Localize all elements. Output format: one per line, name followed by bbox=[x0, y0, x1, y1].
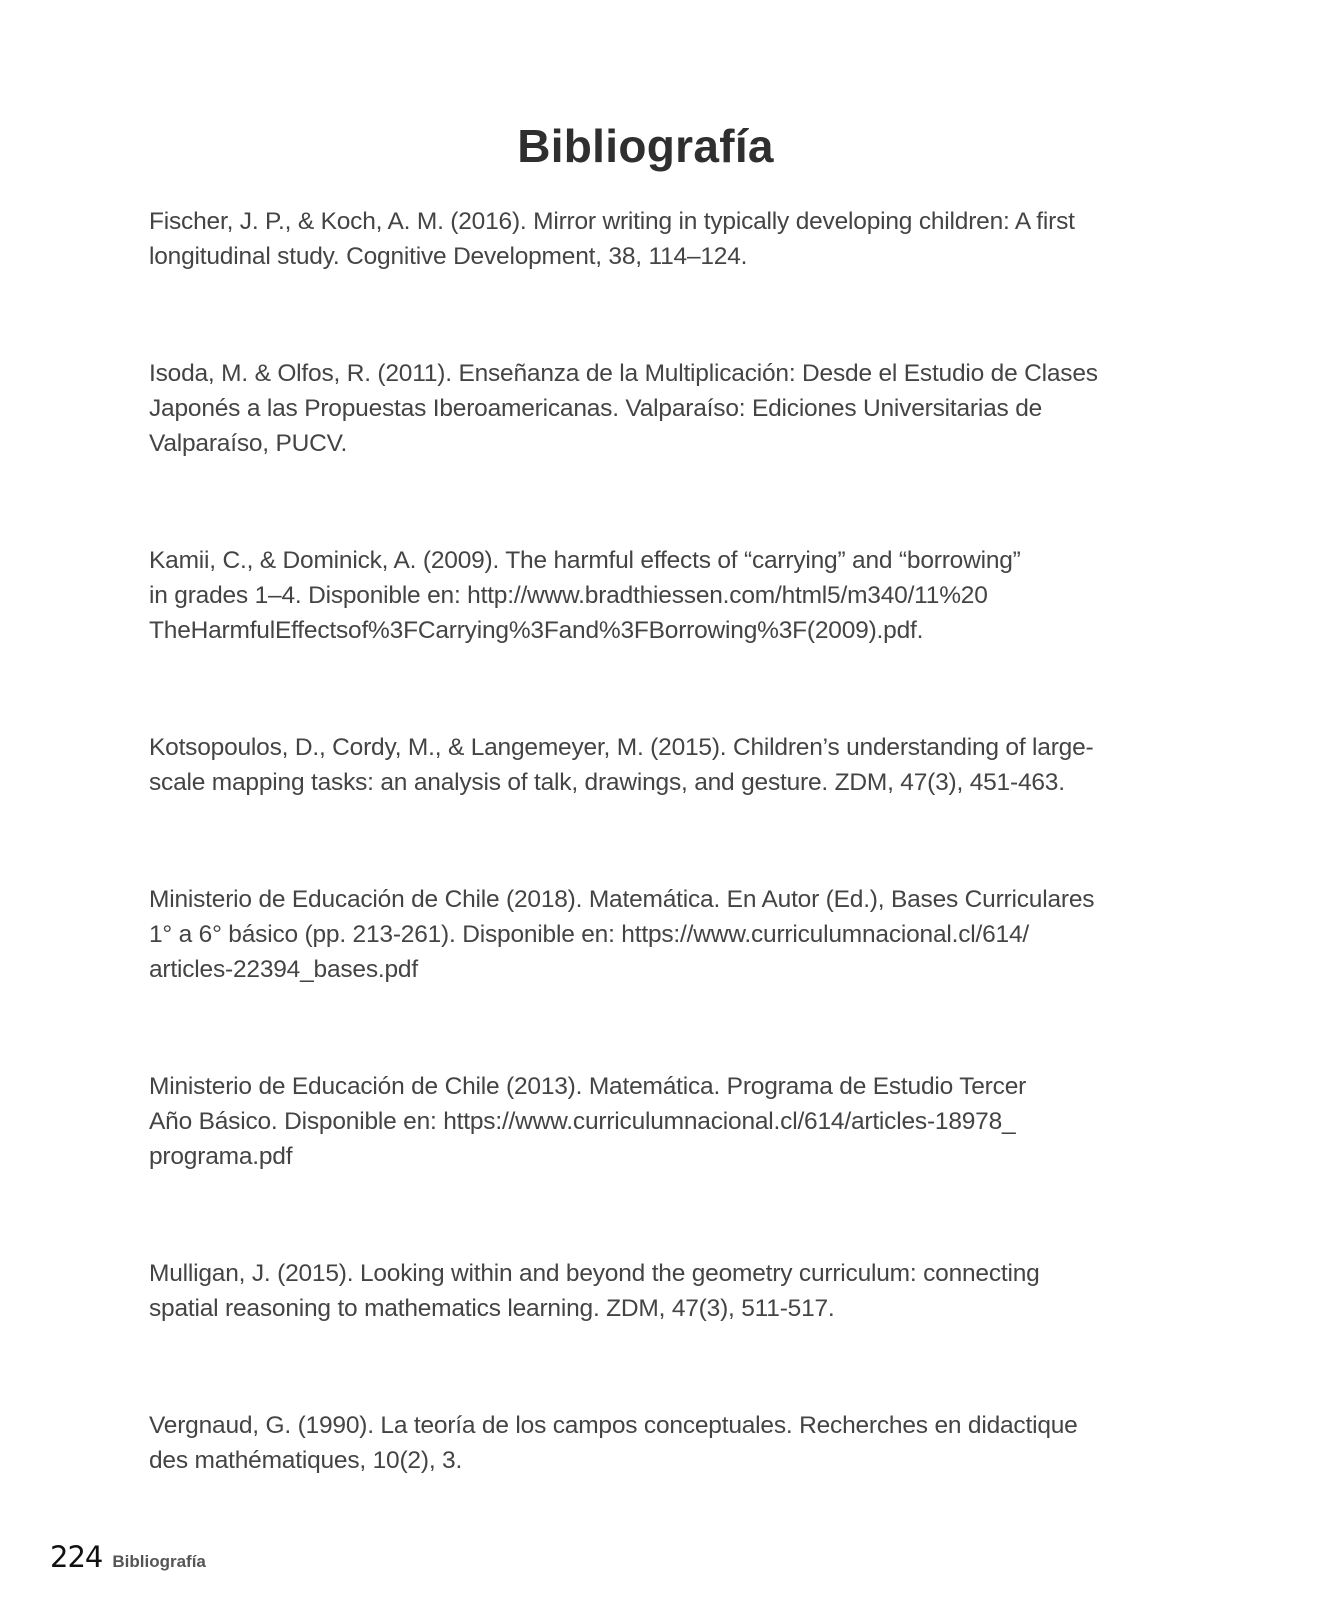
page-footer bbox=[50, 1540, 206, 1574]
reference-line: scale mapping tasks: an analysis of talk, drawings, and gesture. ZDM, 47(3), 451-463. bbox=[149, 769, 1065, 796]
reference-line: Kamii, C., & Dominick, A. (2009). The harmful effects of “carrying” and “borrowing” bbox=[149, 547, 1021, 574]
reference-line: des mathématiques, 10(2), 3. bbox=[149, 1447, 463, 1474]
reference-line: Fischer, J. P., & Koch, A. M. (2016). Mirror writing in typically developing children: A first bbox=[149, 208, 1075, 235]
reference-line: Kotsopoulos, D., Cordy, M., & Langemeyer, M. (2015). Children’s understanding of large- bbox=[149, 734, 1094, 761]
reference-line: Isoda, M. & Olfos, R. (2011). Enseñanza de la Multiplicación: Desde el Estudio de Clases bbox=[149, 360, 1098, 387]
reference-line: Mulligan, J. (2015). Looking within and beyond the geometry curriculum: connecting bbox=[149, 1260, 1040, 1287]
reference-item bbox=[149, 543, 1149, 648]
reference-line: longitudinal study. Cognitive Development, 38, 114–124. bbox=[149, 243, 748, 270]
reference-line: Vergnaud, G. (1990). La teoría de los campos conceptuales. Recherches en didactique bbox=[149, 1412, 1078, 1439]
reference-item bbox=[149, 1069, 1149, 1174]
reference-line: 1° a 6° básico (pp. 213-261). Disponible en: https://www.curriculumnacional.cl/614/ bbox=[149, 921, 1030, 948]
reference-line: Ministerio de Educación de Chile (2018). Matemática. En Autor (Ed.), Bases Curriculares bbox=[149, 886, 1095, 913]
page-number: 224 bbox=[50, 1540, 103, 1574]
reference-line: Año Básico. Disponible en: https://www.curriculumnacional.cl/614/articles-18978_ bbox=[149, 1108, 1016, 1135]
reference-line: Japonés a las Propuestas Iberoamericanas. Valparaíso: Ediciones Universitarias de bbox=[149, 395, 1043, 422]
reference-item bbox=[149, 730, 1149, 800]
footer-section-label: Bibliografía bbox=[112, 1552, 206, 1571]
reference-item bbox=[149, 356, 1149, 461]
reference-line: spatial reasoning to mathematics learning. ZDM, 47(3), 511-517. bbox=[149, 1295, 835, 1322]
reference-line: Ministerio de Educación de Chile (2013). Matemática. Programa de Estudio Tercer bbox=[149, 1073, 1027, 1100]
reference-line: programa.pdf bbox=[149, 1143, 293, 1170]
reference-item bbox=[149, 1256, 1149, 1326]
reference-line: articles-22394_bases.pdf bbox=[149, 956, 418, 983]
reference-item bbox=[149, 1408, 1149, 1478]
reference-line: Valparaíso, PUCV. bbox=[149, 430, 348, 457]
reference-item bbox=[149, 204, 1149, 274]
page-title: Bibliografía bbox=[517, 119, 774, 172]
reference-line: in grades 1–4. Disponible en: http://www.bradthiessen.com/html5/m340/11%20 bbox=[149, 582, 988, 609]
reference-item bbox=[149, 882, 1149, 987]
reference-line: TheHarmfulEffectsof%3FCarrying%3Fand%3FBorrowing%3F(2009).pdf. bbox=[149, 617, 924, 644]
